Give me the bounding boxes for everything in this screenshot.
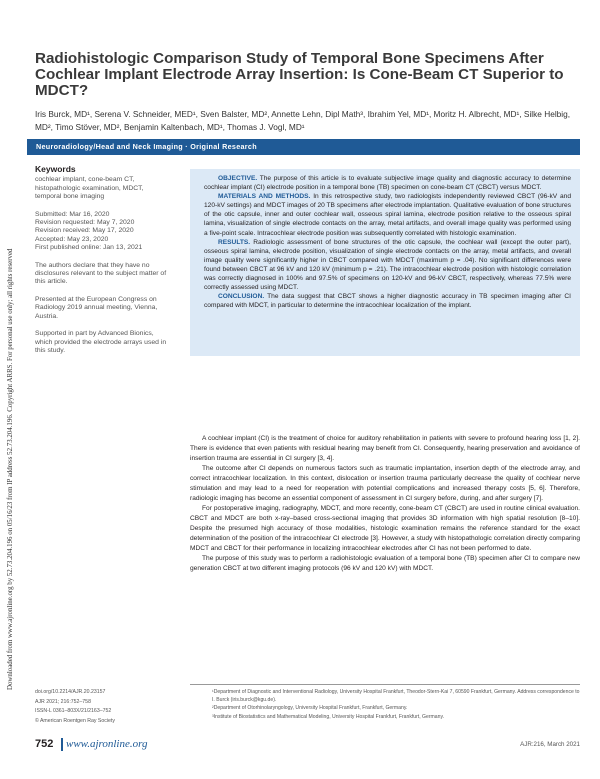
body-paragraph: The outcome after CI depends on numerous factors such as traumatic implantation, insertion depth of the electrode array, and correct intracochlear localization. In this context, dislocation or insertion trauma particularly decrease the quality of cochlear nerve stimulation and may lead to a need for reoperation with potential complications and increased therapy costs [5, 6]. Therefore, radiologic imaging has become an essential component of assessment in CI surgery before, during, and after surgery [7].: [190, 465, 580, 502]
introduction: [190, 434, 580, 574]
issue-info: AJR:216, March 2021: [520, 741, 580, 748]
affiliation-1: ¹Department of Diagnostic and Interventional Radiology, University Hospital Frankfurt, Theodor-Stern-Kai 7, 60590 Frankfurt, Germany. Address correspondence to I. Burck (iris.burck@kgu.de).: [212, 689, 580, 704]
article-title: Radiohistologic Comparison Study of Temporal Bone Specimens After Cochlear Implant Electrode Array Insertion: Is Cone-Beam CT Superior to MDCT?: [35, 50, 564, 99]
author-list: Iris Burck, MD¹, Serena V. Schneider, MED¹, Sven Balster, MD², Annette Lehn, Dipl Math³, Ibrahim Yel, MD¹, Moritz H. Albrecht, MD¹, Silke Helbig, MD², Timo Stöver, MD², Benjamin Kaltenbach, MD¹, Thomas J. Vogl, MD¹: [35, 109, 571, 132]
download-note: [2, 90, 24, 690]
results-label: RESULTS.: [218, 238, 251, 246]
download-note-text: Downloaded from www.ajronline.org by 52.73.204.196 on 05/16/23 from IP address 52.73.204.196. Copyright ARRS. For personal use only; all rights reserved: [7, 248, 14, 690]
methods-label: MATERIALS AND METHODS.: [218, 193, 311, 201]
conclusion-text: The data suggest that CBCT shows a higher diagnostic accuracy in TB specimen imaging after CI compared with MDCT, in particular to determine the intracochlear localization of the implant.: [204, 293, 571, 310]
objective-text: The purpose of this article is to evaluate subjective image quality and diagnostic accuracy to determine cochlear implant (CI) electrode position in a temporal bone (TB) specimen on cone-beam CT (CBCT) versus MDCT.: [204, 175, 572, 192]
article-dates: [35, 211, 167, 253]
journal-website-link[interactable]: www.ajronline.org: [66, 738, 148, 750]
affiliations: [212, 688, 580, 721]
abstract-results: [204, 238, 571, 293]
body-paragraph: A cochlear implant (CI) is the treatment of choice for auditory rehabilitation in patients with severe to profound hearing loss [1, 2]. There is evidence that even patients with residual hearing may benefit from CI. Consequently, hearing preservation and avoidance of insertion trauma are essential in CI surgery [3, 4].: [190, 435, 580, 462]
issn: ISSN-L 0361–803X/21/2163–752: [35, 708, 112, 715]
support-note: Supported in part by Advanced Bionics, which provided the electrode arrays used in this study.: [35, 330, 167, 354]
body-paragraph: The purpose of this study was to perform a radiohistologic evaluation of a temporal bone (TB) specimen after CI to compare new generation CBCT at two different imaging protocols (96 kV and 120 kV) with MDCT.: [190, 555, 580, 572]
journal-citation: AJR 2021; 216:752–758: [35, 698, 91, 705]
footer-rule: [190, 684, 580, 685]
abstract-box: [190, 169, 580, 356]
disclosure-note: The authors declare that they have no disclosures relevant to the subject matter of this article.: [35, 261, 167, 286]
section-label: Neuroradiology/Head and Neck Imaging · Original Research: [36, 142, 257, 151]
keywords-heading: Keywords: [35, 164, 76, 174]
affiliation-2: ²Department of Otorhinolaryngology, University Hospital Frankfurt, Frankfurt, Germany.: [212, 705, 408, 712]
affiliation-3: ³Institute of Biostatistics and Mathematical Modeling, University Hospital Frankfurt, Frankfurt, Germany.: [212, 713, 445, 720]
abstract-conclusion: [204, 292, 571, 310]
abstract-objective: [204, 174, 571, 192]
objective-label: OBJECTIVE.: [218, 175, 258, 182]
date-published: First published online: Jan 13, 2021: [35, 244, 143, 252]
methods-text: In this retrospective study, two radiologists independently reviewed CBCT (96-kV and 120-kV settings) and MDCT images of 20 TB specimens after electrode implantation. Qualitative evaluation of bone structures of the otic capsule, inner and outer cochlear wall, osseous spiral lamina, electrode position relative to the osseous spiral lamina, visualization of single electrode contacts on the array, metal artifacts, and overall image quality was performed using a five-point scale. Intracochlear electrode position was subsequently correlated with histologic examination.: [204, 193, 571, 237]
body-paragraph: For postoperative imaging, radiography, MDCT, and more recently, cone-beam CT (CBCT) are used in routine clinical evaluation. CBCT and MDCT are both x-ray–based cross-sectional imaging that provides 3D information with high spatial resolution [8–10]. Despite the presumed high accuracy of those modalities, histologic examination remains the reference standard for the exact determination of the position of the intracochlear CI electrode [3]. However, a study with histopathologic correlation directly comparing MDCT and CBCT for their performance in localizing intracochlear electrodes after CI has not been performed to date.: [190, 505, 580, 552]
section-banner: [27, 139, 580, 155]
presented-note: Presented at the European Congress on Radiology 2019 annual meeting, Vienna, Austria.: [35, 295, 158, 320]
results-text: Radiologic assessment of bone structures of the otic capsule, the cochlear wall (except the outer part), osseous spiral lamina, electrode position, visualization of single electrode contacts on the array, metal artifacts, and overall image quality were significantly higher in CBCT compared with MDCT (maximum p = .04). No significant differences were found between CBCT at 96 kV and 120 kV (minimum p = .21). The intracochlear electrode position with histologic correlation was correctly diagnosed in 100% and 97.5% of specimens on 120-kV and 96-kV CBCT, respectively, whereas 77.5% were correctly assessed using MDCT.: [204, 238, 571, 292]
date-revision-requested: Revision requested: May 7, 2020: [35, 219, 135, 227]
keywords-list: cochlear implant, cone-beam CT, histopathologic examination, MDCT, temporal bone imaging: [35, 176, 144, 201]
date-revision-received: Revision received: May 17, 2020: [35, 227, 134, 235]
article-metadata: [35, 165, 167, 364]
citation-info: [35, 688, 185, 727]
abstract-methods: [204, 192, 571, 237]
page-divider: [61, 738, 63, 751]
date-accepted: Accepted: May 23, 2020: [35, 235, 109, 243]
copyright: © American Roentgen Ray Society: [35, 718, 115, 725]
page-number: 752: [35, 738, 54, 750]
doi-link[interactable]: doi.org/10.2214/AJR.20.23157: [35, 689, 106, 695]
date-submitted: Submitted: Mar 16, 2020: [35, 210, 110, 218]
conclusion-label: CONCLUSION.: [218, 293, 265, 301]
